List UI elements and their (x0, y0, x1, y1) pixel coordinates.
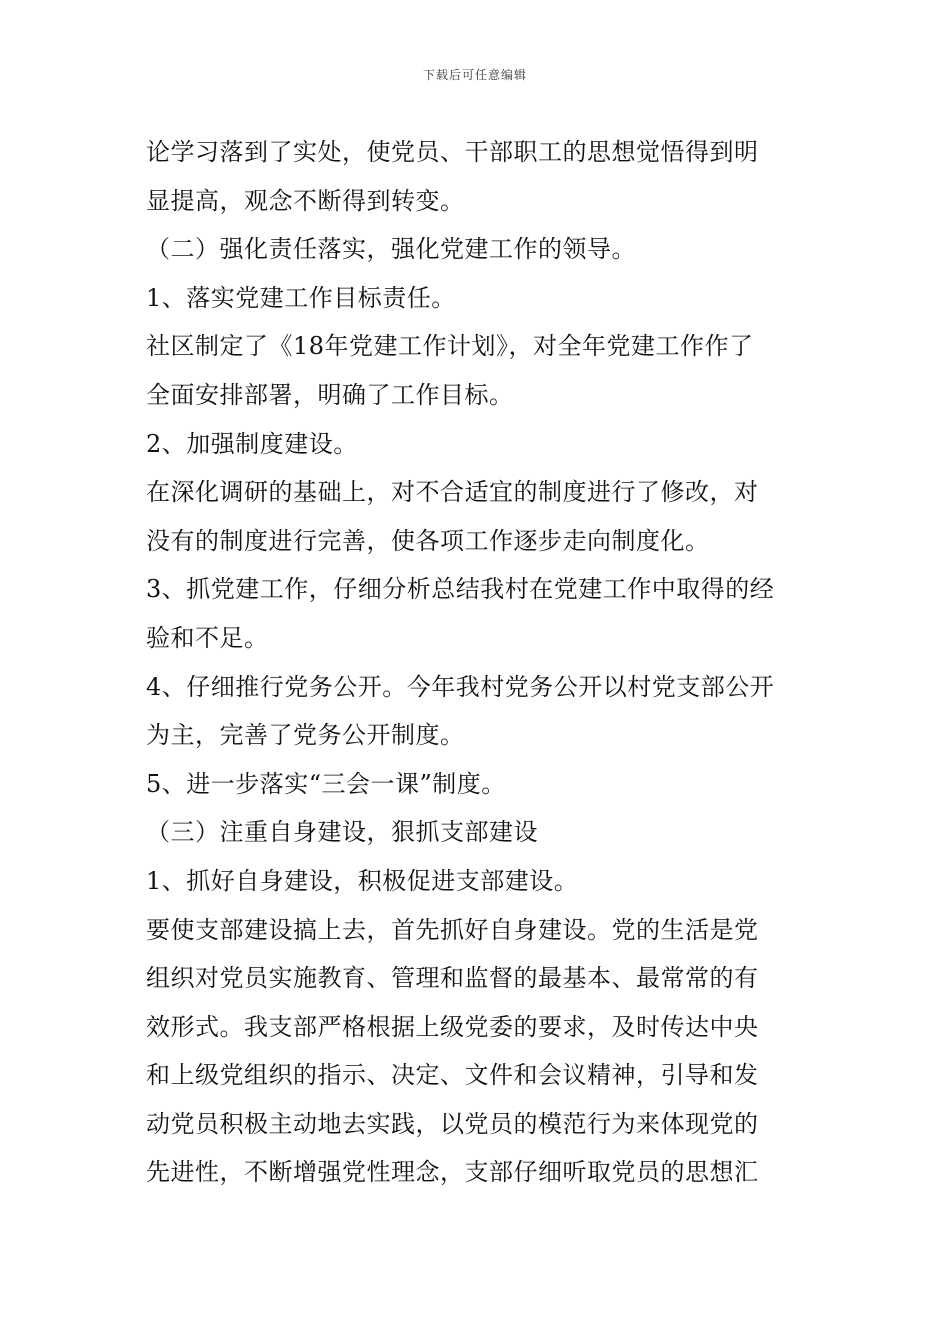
document-body (146, 128, 811, 1197)
list-item-heading: 1、落实党建工作目标责任。 (146, 283, 456, 312)
list-item-heading: 4、仔细推行党务公开。今年我村党务公开以村党支部公开 (146, 672, 775, 701)
text-line: 为主，完善了党务公开制度。 (146, 721, 465, 750)
text-line: 效形式。我支部严格根据上级党委的要求，及时传达中央 (146, 1012, 759, 1041)
section-heading: （二）强化责任落实，强化党建工作的领导。 (146, 235, 636, 264)
text-line: 在深化调研的基础上，对不合适宜的制度进行了修改，对 (146, 478, 759, 507)
list-item-heading: 2、加强制度建设。 (146, 429, 358, 458)
text-line: 没有的制度进行完善，使各项工作逐步走向制度化。 (146, 526, 710, 555)
text-line: 全面安排部署，明确了工作目标。 (146, 380, 514, 409)
text-line: 先进性，不断增强党性理念，支部仔细听取党员的思想汇 (146, 1158, 759, 1187)
section-heading: （三）注重自身建设，狠抓支部建设 (146, 818, 538, 847)
page-header-note: 下载后可任意编辑 (422, 68, 527, 82)
list-item-heading: 5、进一步落实“三会一课”制度。 (146, 769, 506, 798)
text-line: 显提高，观念不断得到转变。 (146, 186, 465, 215)
text-line: 要使支部建设搞上去，首先抓好自身建设。党的生活是党 (146, 915, 759, 944)
text-line: 社区制定了《18年党建工作计划》，对全年党建工作作了 (146, 332, 754, 361)
list-item-heading: 3、抓党建工作，仔细分析总结我村在党建工作中取得的经 (146, 575, 775, 604)
text-line: 验和不足。 (146, 623, 269, 652)
text-line: 动党员积极主动地去实践，以党员的模范行为来体现党的 (146, 1109, 759, 1138)
text-line: 论学习落到了实处，使党员、干部职工的思想觉悟得到明 (146, 138, 759, 166)
list-item-heading: 1、抓好自身建设，积极促进支部建设。 (146, 866, 579, 895)
text-line: 组织对党员实施教育、管理和监督的最基本、最常常的有 (146, 964, 759, 993)
text-line: 和上级党组织的指示、决定、文件和会议精神，引导和发 (146, 1061, 759, 1090)
